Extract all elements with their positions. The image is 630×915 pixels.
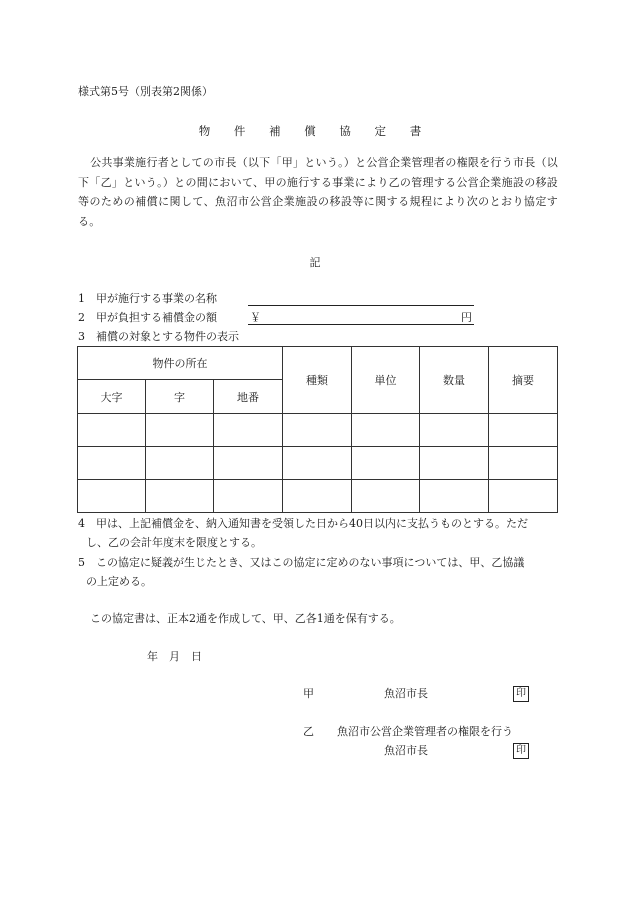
party-kou-label: 甲: [303, 687, 314, 700]
item-2-label: 2 甲が負担する補償金の額: [78, 311, 217, 324]
header-aza: 字: [146, 380, 214, 414]
amount-line: [248, 324, 474, 325]
table-row: [78, 480, 558, 513]
header-chiban: 地番: [214, 380, 283, 414]
date-line: 年 月 日: [147, 650, 202, 663]
item-5-line-1: 5 この協定に疑義が生じたとき、又はこの協定に定めのない事項については、甲、乙協議: [78, 556, 525, 569]
ki-heading: 記: [309, 256, 321, 269]
party-otsu-label: 乙: [303, 725, 314, 738]
header-qty: 数量: [420, 347, 489, 414]
preamble-paragraph: [78, 153, 558, 231]
party-otsu-name: 魚沼市長: [384, 744, 428, 757]
yen-mark: ￥: [250, 311, 261, 324]
party-kou-name: 魚沼市長: [384, 687, 428, 700]
seal-otsu: 印: [513, 743, 529, 759]
project-name-line: [248, 305, 474, 306]
form-number: 様式第5号（別表第2関係）: [78, 85, 213, 98]
closing-statement: この協定書は、正本2通を作成して、甲、乙各1通を保有する。: [90, 612, 401, 625]
seal-kou: 印: [513, 686, 529, 702]
header-note: 摘要: [489, 347, 558, 414]
preamble-text: 公共事業施行者としての市長（以下「甲」という。）と公営企業管理者の権限を行う市長（以下「乙」という。）との間において、甲の施行する事業により乙の管理する公営企業施設の移設等のための補償に関して、魚沼市公営企業施設の移設等に関する規程により次のとおり協定する。: [78, 156, 558, 228]
item-3-label: 3 補償の対象とする物件の表示: [78, 330, 239, 343]
property-table: [77, 346, 558, 513]
party-otsu-title: 魚沼市公営企業管理者の権限を行う: [337, 725, 513, 738]
header-oaza: 大字: [78, 380, 146, 414]
item-1-label: 1 甲が施行する事業の名称: [78, 292, 217, 305]
table-row: [78, 414, 558, 447]
table-row: [78, 447, 558, 480]
item-4-line-1: 4 甲は、上記補償金を、納入通知書を受領した日から40日以内に支払うものとする。ただ: [78, 517, 528, 530]
header-location: 物件の所在: [78, 347, 283, 380]
en-mark: 円: [461, 311, 472, 324]
document-title: 物 件 補 償 協 定 書: [198, 124, 432, 138]
header-unit: 単位: [352, 347, 420, 414]
item-5-line-2: の上定める。: [86, 575, 152, 588]
header-kind: 種類: [283, 347, 352, 414]
item-4-line-2: し、乙の会計年度末を限度とする。: [86, 536, 262, 549]
